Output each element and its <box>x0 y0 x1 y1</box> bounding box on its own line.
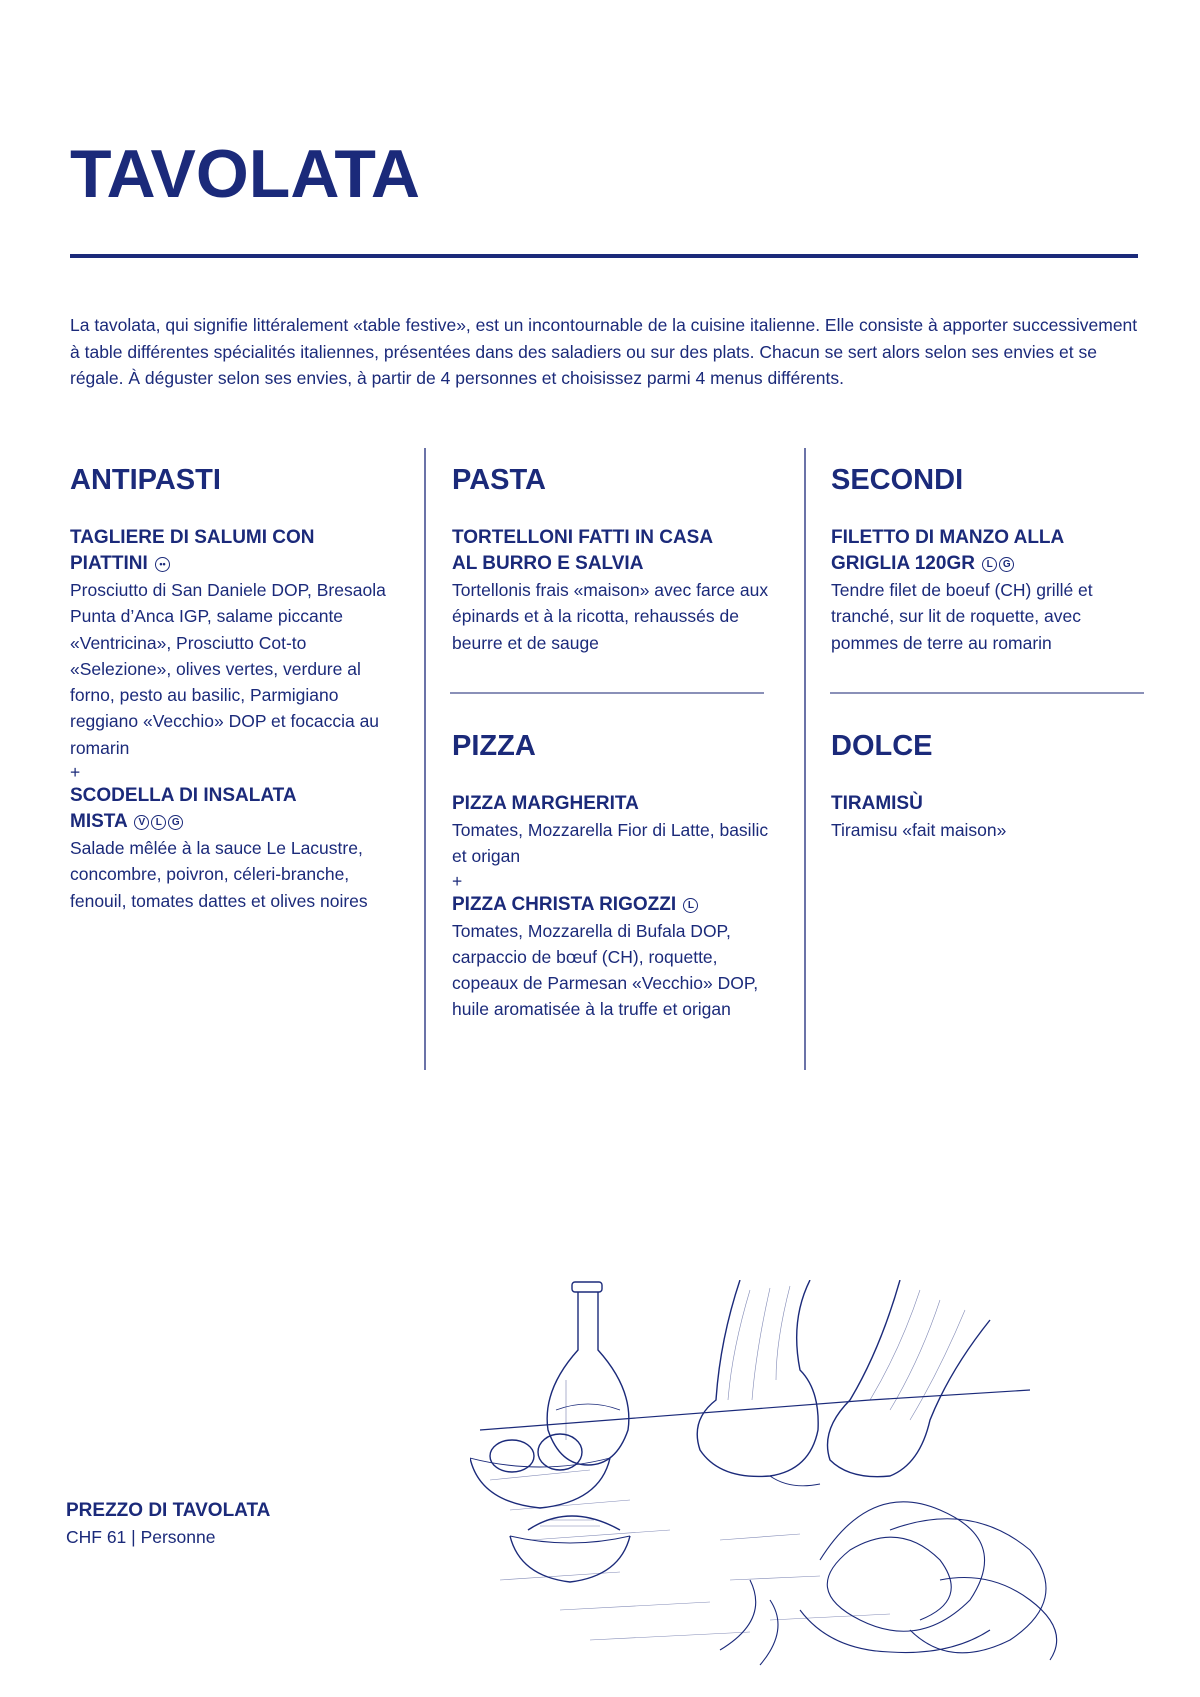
gluten-free-icon: G <box>168 815 183 830</box>
pork-icon: •• <box>155 557 170 572</box>
antipasti-dish-2-desc: Salade mêlée à la sauce Le Lacustre, concombre, poivron, céleri-branche, fenouil, tomates dattes et olives noires <box>70 838 368 911</box>
pasta-pizza-divider <box>450 692 764 694</box>
pasta-dish-1-name: TORTELLONI FATTI IN CASA AL BURRO E SALVIA <box>452 527 714 574</box>
page-title: TAVOLATA <box>70 136 420 212</box>
pasta-title: PASTA <box>452 464 546 496</box>
price-title: PREZZO DI TAVOLATA <box>66 1500 271 1521</box>
dolce-dish-1-name: TIRAMISÙ <box>831 793 923 814</box>
antipasti-dish-1-name: TAGLIERE DI SALUMI CON PIATTINI •• <box>70 527 315 574</box>
lactose-free-icon: L <box>683 898 698 913</box>
antipasti-dish-1-desc: Prosciutto di San Daniele DOP, Bresaola Punta d’Anca IGP, salame piccante «Ventricina», Prosciutto Cot-to «Selezione», olives vertes, verdure al forno, pesto au basilic, Parmigiano reggiano «Vecchio» DOP et focaccia au romarin <box>70 580 386 758</box>
secondi-section <box>831 466 1141 656</box>
antipasti-title: ANTIPASTI <box>70 464 221 496</box>
antipasti-section <box>70 466 400 914</box>
pizza-section <box>452 732 782 1023</box>
table-edge <box>480 1390 1030 1430</box>
dolce-section <box>831 732 1141 843</box>
gluten-free-icon: G <box>999 557 1014 572</box>
secondi-dish-1-name: FILETTO DI MANZO ALLA GRIGLIA 120GR L G <box>831 527 1065 574</box>
pizza-dish-2-name: PIZZA CHRISTA RIGOZZI L <box>452 892 782 918</box>
table-hatching <box>490 1470 890 1640</box>
pasta-dish-1-desc: Tortellonis frais «maison» avec farce aux épinards et à la ricotta, rehaussés de beurre et de sauge <box>452 580 769 653</box>
pizza-dish-1-desc: Tomates, Mozzarella Fior di Latte, basilic et origan <box>452 820 769 867</box>
plus-separator: + <box>452 870 463 891</box>
kneading-hands-icon <box>697 1280 990 1486</box>
plus-separator: + <box>70 762 81 783</box>
egg-bowl-icon <box>470 1434 610 1508</box>
price-value: CHF 61 | Personne <box>66 1527 216 1547</box>
flour-bowl-icon <box>510 1516 630 1582</box>
secondi-dish-1-desc: Tendre filet de boeuf (CH) grillé et tranché, sur lit de roquette, avec pommes de terre au romarin <box>831 580 1093 653</box>
pizza-dish-1-name: PIZZA MARGHERITA <box>452 793 639 814</box>
title-underline <box>70 254 1138 258</box>
pasta-nest-icon <box>720 1502 1057 1665</box>
secondi-title: SECONDI <box>831 464 964 496</box>
oil-bottle-icon <box>547 1282 629 1465</box>
kitchen-illustration <box>470 1280 1130 1680</box>
pizza-title: PIZZA <box>452 730 536 762</box>
antipasti-dish-2-name: SCODELLA DI INSALATA MISTA V L G <box>70 785 297 833</box>
intro-text: La tavolata, qui signifie littéralement «table festive», est un incontournable de la cuisine italienne. Elle consiste à apporter successivement à table différentes spécialités italiennes, présentées dans des saladiers ou sur des plats. Chacun se sert alors selon ses envies et se régale. À déguster selon ses envies, à partir de 4 personnes et choisissez parmi 4 menus différents. <box>70 315 1138 388</box>
vegetarian-icon: V <box>134 815 149 830</box>
pasta-section <box>452 466 782 656</box>
lactose-free-icon: L <box>982 557 997 572</box>
lactose-free-icon: L <box>151 815 166 830</box>
secondi-dolce-divider <box>830 692 1144 694</box>
price-block <box>66 1498 270 1550</box>
pizza-dish-2-desc: Tomates, Mozzarella di Bufala DOP, carpaccio de bœuf (CH), roquette, copeaux de Parmesan «Vecchio» DOP, huile aromatisée à la truffe et origan <box>452 920 759 1020</box>
column-divider-1 <box>424 448 426 1070</box>
dolce-title: DOLCE <box>831 730 933 762</box>
dolce-dish-1-desc: Tiramisu «fait maison» <box>831 820 1007 840</box>
column-divider-2 <box>804 448 806 1070</box>
